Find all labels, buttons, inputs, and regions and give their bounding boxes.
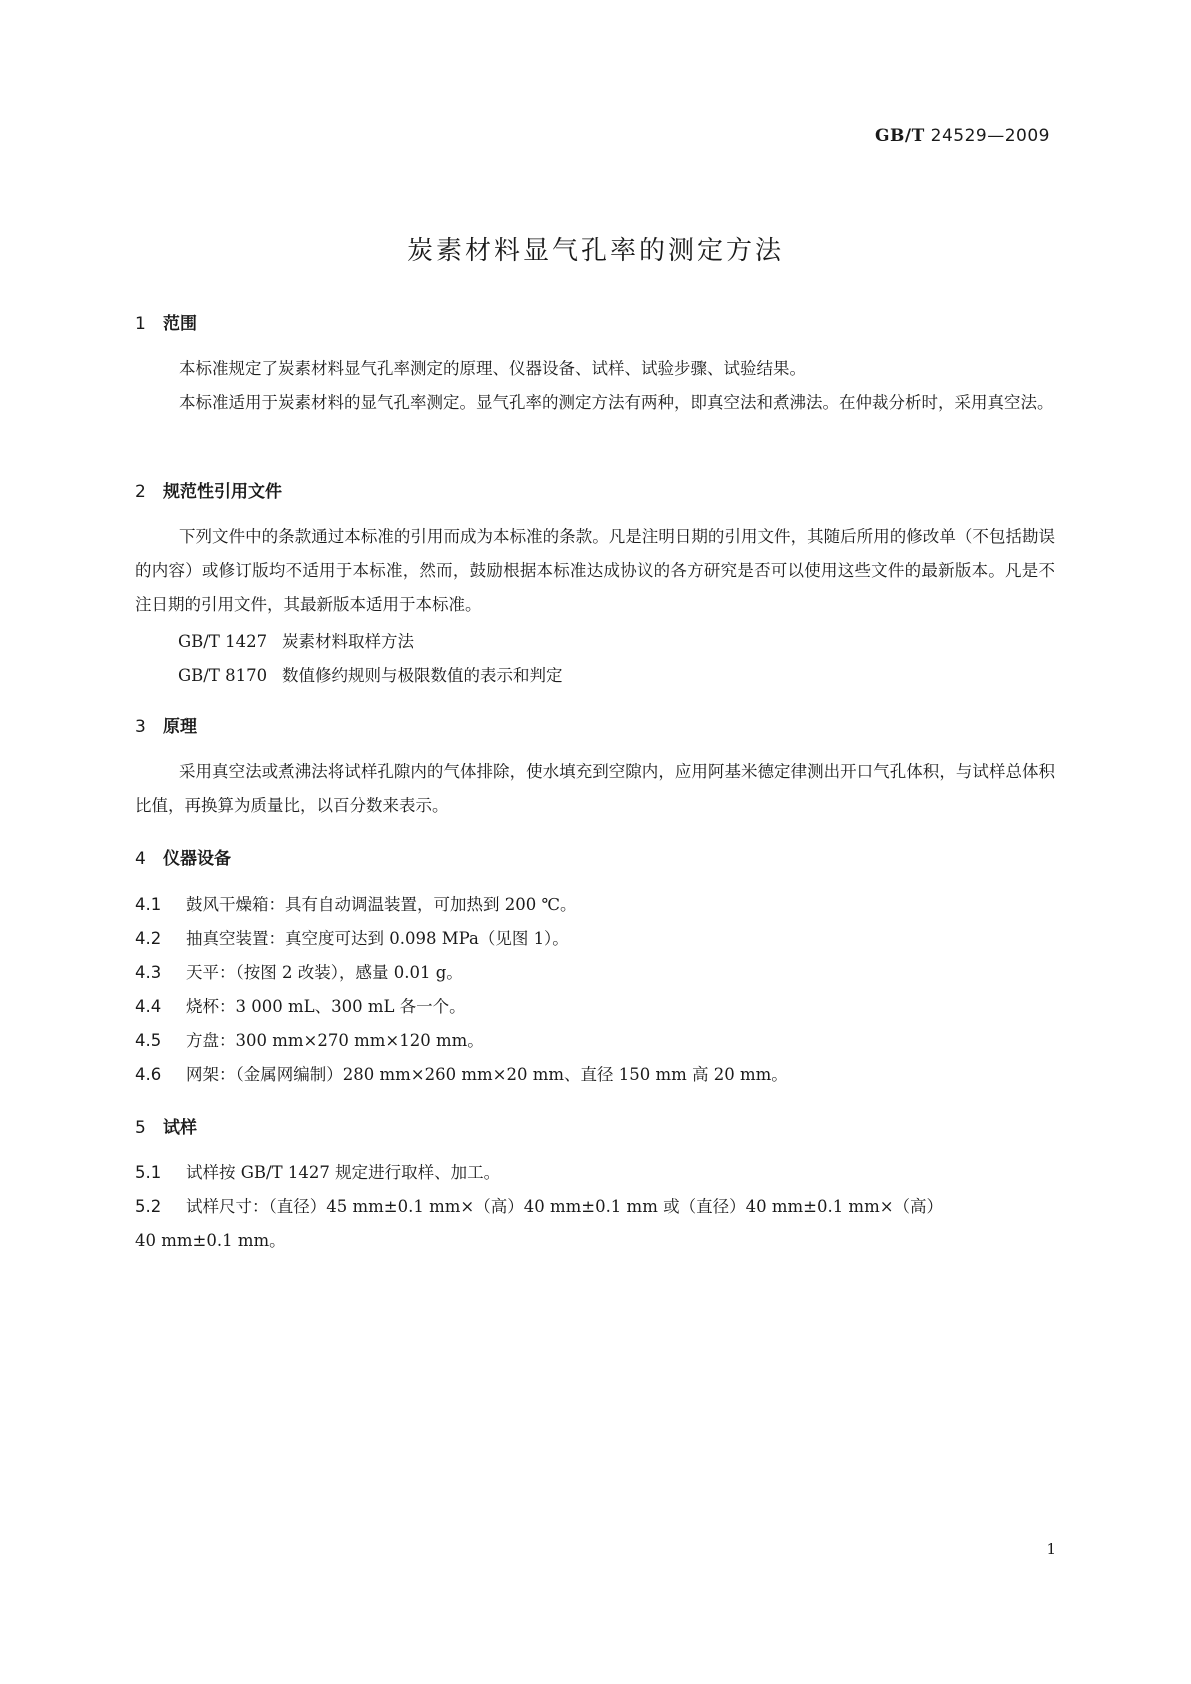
clause-text: 烧杯：3 000 mL、300 mL 各一个。	[186, 997, 466, 1016]
clause-item	[135, 1027, 484, 1051]
clause-number: 5.1	[135, 1163, 162, 1182]
reference-code: GB/T 8170	[178, 666, 268, 685]
clause-text: 试样尺寸：（直径）45 mm±0.1 mm×（高）40 mm±0.1 mm 或（直径）40 mm±0.1 mm×（高）	[186, 1197, 944, 1216]
clause-item	[135, 1159, 500, 1183]
paragraph: 下列文件中的条款通过本标准的引用而成为本标准的条款。凡是注明日期的引用文件，其随后所用的修改单（不包括勘误的内容）或修订版均不适用于本标准，然而，鼓励根据本标准达成协议的各方研究是否可以使用这些文件的最新版本。凡是不注日期的引用文件，其最新版本适用于本标准。	[135, 527, 1055, 614]
paragraph: 采用真空法或煮沸法将试样孔隙内的气体排除，使水填充到空隙内，应用阿基米德定律测出开口气孔体积，与试样总体积比值，再换算为质量比，以百分数来表示。	[135, 762, 1055, 815]
section-heading-principle	[135, 712, 197, 737]
clause-text: 网架：（金属网编制）280 mm×260 mm×20 mm、直径 150 mm 高 20 mm。	[186, 1065, 788, 1084]
clause-number: 4.4	[135, 997, 162, 1016]
section-number: 3	[135, 717, 146, 737]
section-title: 范围	[163, 314, 197, 334]
clause-number: 4.2	[135, 929, 162, 948]
clause-number: 5.2	[135, 1197, 162, 1216]
section-title: 仪器设备	[163, 849, 231, 869]
standard-number	[875, 126, 1050, 146]
clause-number: 4.5	[135, 1031, 162, 1050]
clause-text: 方盘：300 mm×270 mm×120 mm。	[186, 1031, 484, 1050]
paragraph: 本标准规定了炭素材料显气孔率测定的原理、仪器设备、试样、试验步骤、试验结果。	[179, 359, 806, 378]
clause-number: 4.6	[135, 1065, 162, 1084]
section-heading-specimen	[135, 1113, 197, 1138]
section-title: 试样	[163, 1118, 197, 1138]
clause-item	[135, 925, 569, 949]
clause-text: 鼓风干燥箱：具有自动调温装置，可加热到 200 ℃。	[186, 895, 577, 914]
section-number: 2	[135, 482, 146, 502]
clause-text: 天平：（按图 2 改装），感量 0.01 g。	[186, 963, 463, 982]
page-number: 1	[1046, 1540, 1056, 1558]
clause-text: 抽真空装置：真空度可达到 0.098 MPa（见图 1）。	[186, 929, 569, 948]
clause-number: 4.3	[135, 963, 162, 982]
clause-item	[135, 1061, 788, 1085]
section-heading-apparatus	[135, 844, 231, 869]
reference-item	[178, 662, 563, 686]
reference-code: GB/T 1427	[178, 632, 268, 651]
reference-name: 炭素材料取样方法	[282, 632, 414, 651]
clause-text: 试样按 GB/T 1427 规定进行取样、加工。	[186, 1163, 501, 1182]
document-title: 炭素材料显气孔率的测定方法	[406, 236, 784, 266]
reference-name: 数值修约规则与极限数值的表示和判定	[282, 666, 563, 685]
clause-number: 4.1	[135, 895, 162, 914]
clause-continuation: 40 mm±0.1 mm。	[135, 1231, 286, 1250]
clause-item	[135, 959, 463, 983]
section-heading-scope	[135, 309, 197, 334]
clause-item	[135, 1193, 943, 1217]
standard-prefix: GB/T	[875, 126, 925, 146]
section-number: 5	[135, 1118, 146, 1138]
section-heading-normative-references	[135, 477, 282, 502]
clause-item	[135, 891, 576, 915]
section-title: 原理	[163, 717, 197, 737]
section-number: 4	[135, 849, 146, 869]
clause-item	[135, 993, 466, 1017]
standard-code: 24529—2009	[930, 126, 1050, 146]
reference-item	[178, 628, 414, 652]
section-number: 1	[135, 314, 146, 334]
paragraph: 本标准适用于炭素材料的显气孔率测定。显气孔率的测定方法有两种，即真空法和煮沸法。在仲裁分析时，采用真空法。	[179, 393, 1054, 412]
section-title: 规范性引用文件	[163, 482, 282, 502]
